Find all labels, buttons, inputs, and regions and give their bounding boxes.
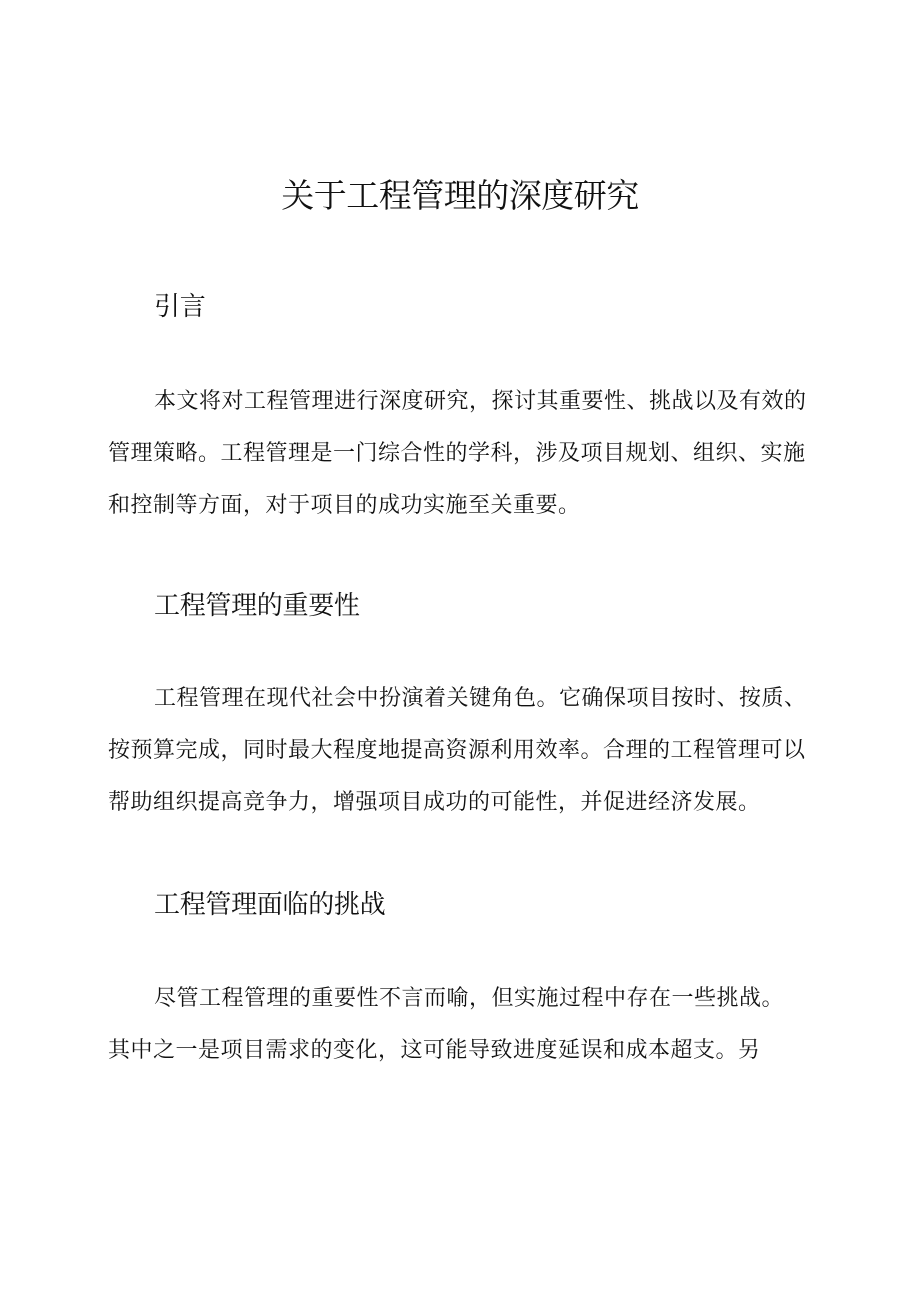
section-heading-challenges: 工程管理面临的挑战 (154, 890, 386, 920)
section-paragraph-importance (108, 673, 848, 829)
paragraph-line: 其中之一是项目需求的变化，这可能导致进度延误和成本超支。另 (108, 1038, 761, 1063)
paragraph-line: 帮助组织提高竞争力，增强项目成功的可能性，并促进经济发展。 (108, 790, 761, 815)
paragraph-line: 和控制等方面，对于项目的成功实施至关重要。 (108, 493, 581, 518)
section-paragraph-intro (108, 376, 848, 532)
section-heading-intro: 引言 (154, 292, 206, 322)
section-paragraph-challenges (108, 973, 848, 1077)
document-title: 关于工程管理的深度研究 (281, 176, 639, 215)
paragraph-line: 工程管理在现代社会中扮演着关键角色。它确保项目按时、按质、 (154, 686, 807, 711)
paragraph-line: 管理策略。工程管理是一门综合性的学科，涉及项目规划、组织、实施 (108, 441, 806, 466)
paragraph-line: 按预算完成，同时最大程度地提高资源利用效率。合理的工程管理可以 (108, 738, 806, 763)
paragraph-line: 尽管工程管理的重要性不言而喻，但实施过程中存在一些挑战。 (154, 986, 785, 1011)
section-heading-importance: 工程管理的重要性 (154, 591, 360, 621)
paragraph-line: 本文将对工程管理进行深度研究，探讨其重要性、挑战以及有效的 (154, 389, 807, 414)
